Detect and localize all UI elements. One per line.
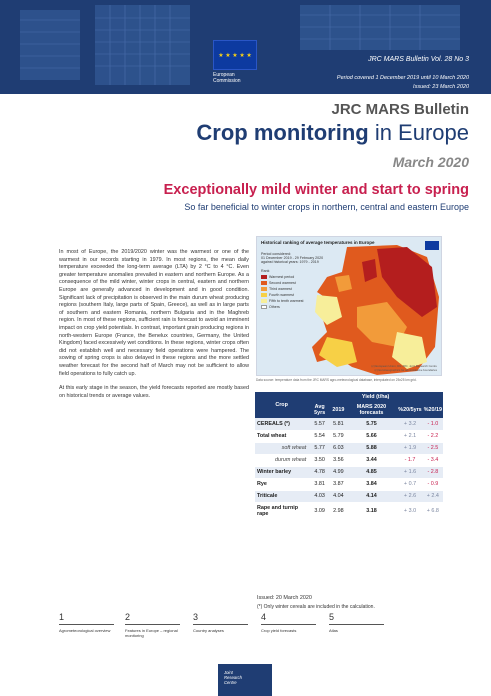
change-vs-avg-cell: + 2.6 — [397, 490, 422, 502]
temperature-ranking-map — [256, 236, 442, 376]
table-of-contents — [59, 612, 441, 652]
crop-name-cell: CEREALS (*) — [255, 418, 308, 430]
table-row — [255, 490, 443, 502]
toc-number: 1 — [59, 612, 65, 622]
header-banner — [0, 0, 491, 94]
change-vs-2019-cell: - 2.5 — [423, 442, 443, 454]
toc-item-4[interactable] — [261, 612, 316, 633]
headline: Exceptionally mild winter and start to spring — [163, 182, 469, 198]
table-header-cell: %20/5yrs — [397, 402, 422, 418]
yield-2019-cell: 3.56 — [331, 454, 346, 466]
toc-divider — [125, 624, 180, 625]
subheadline: So far beneficial to winter crops in northern, central and eastern Europe — [184, 202, 469, 212]
forecast-cell: 5.88 — [346, 442, 398, 454]
avg-5yrs-cell: 4.03 — [308, 490, 331, 502]
map-period: Period considered: 01 December 2019 - 29 February 2020 against historical years: 1979 - 2019 — [261, 252, 324, 265]
table-header-cell: Crop — [255, 392, 308, 418]
change-vs-2019-cell: - 1.0 — [423, 418, 443, 430]
logo-text: European Commission — [213, 72, 241, 84]
change-vs-avg-cell: + 0.7 — [397, 478, 422, 490]
change-vs-avg-cell: + 1.6 — [397, 466, 422, 478]
change-vs-2019-cell: - 3.4 — [423, 454, 443, 466]
table-row — [255, 418, 443, 430]
crop-name-cell: Rye — [255, 478, 308, 490]
avg-5yrs-cell: 5.54 — [308, 430, 331, 442]
toc-label: Features in Europe – regional monitoring — [125, 628, 178, 638]
change-vs-avg-cell: + 2.1 — [397, 430, 422, 442]
change-vs-avg-cell: + 3.2 — [397, 418, 422, 430]
yield-2019-cell: 3.87 — [331, 478, 346, 490]
toc-divider — [193, 624, 248, 625]
issued-date: Issued: 23 March 2020 — [413, 84, 469, 90]
table-header-cell: Avg 5yrs — [308, 402, 331, 418]
forecast-cell: 5.75 — [346, 418, 398, 430]
toc-item-2[interactable] — [125, 612, 181, 638]
legend-item: Warmest period — [261, 275, 304, 279]
change-vs-2019-cell: + 2.4 — [423, 490, 443, 502]
yield-2019-cell: 5.81 — [331, 418, 346, 430]
crop-name-cell: Rape and turnip rape — [255, 502, 308, 519]
avg-5yrs-cell: 3.09 — [308, 502, 331, 519]
map-legend — [261, 269, 304, 311]
page-title: Crop monitoring in Europe — [196, 120, 469, 145]
yield-forecast-table — [255, 392, 443, 520]
avg-5yrs-cell: 4.78 — [308, 466, 331, 478]
toc-label: Crop yield forecasts — [261, 628, 297, 633]
table-row — [255, 454, 443, 466]
table-row — [255, 466, 443, 478]
yield-2019-cell: 5.79 — [331, 430, 346, 442]
toc-label: Country analyses — [193, 628, 224, 633]
table-row — [255, 478, 443, 490]
european-commission-logo — [213, 40, 275, 90]
toc-number: 4 — [261, 612, 267, 622]
crop-name-cell: soft wheat — [255, 442, 308, 454]
avg-5yrs-cell: 3.50 — [308, 454, 331, 466]
toc-divider — [59, 624, 114, 625]
avg-5yrs-cell: 3.81 — [308, 478, 331, 490]
toc-item-5[interactable] — [329, 612, 384, 633]
crop-name-cell: Winter barley — [255, 466, 308, 478]
summary-paragraph: At this early stage in the season, the yield forecasts reported are mostly based on historical trends or average values. — [59, 385, 249, 399]
forecast-cell: 3.84 — [346, 478, 398, 490]
summary-text — [59, 249, 249, 407]
yield-2019-cell: 4.99 — [331, 466, 346, 478]
forecast-cell: 5.66 — [346, 430, 398, 442]
avg-5yrs-cell: 5.57 — [308, 418, 331, 430]
change-vs-avg-cell: + 1.9 — [397, 442, 422, 454]
table-row — [255, 442, 443, 454]
eu-flag-icon: ★ ★ ★ ★ ★ — [213, 40, 257, 70]
table-header-cell: 2019 — [331, 402, 346, 418]
crop-name-cell: durum wheat — [255, 454, 308, 466]
yield-2019-cell: 2.98 — [331, 502, 346, 519]
jrc-logo — [218, 664, 272, 696]
forecast-cell: 3.18 — [346, 502, 398, 519]
legend-item: Others — [261, 305, 304, 309]
table-row — [255, 502, 443, 519]
yield-2019-cell: 6.03 — [331, 442, 346, 454]
legend-item: Third warmest — [261, 287, 304, 291]
toc-item-3[interactable] — [193, 612, 248, 633]
map-credits: (c) European Union, DG JRC, Joint Research Centre (c) EuroGeographics for administrative boundaries — [371, 364, 437, 372]
toc-number: 2 — [125, 612, 131, 622]
toc-item-1[interactable] — [59, 612, 114, 633]
table-row — [255, 430, 443, 442]
summary-paragraph: In most of Europe, the 2019/2020 winter was the warmest or one of the warmest in our records starting in 1979. In most regions, the mean daily temperature exceeded the long-term average (LTA) by 2 °C to 4 °C. Even greater temperature anomalies prevailed in eastern and northern Europe. As a consequence of the mild winter, winter crops in central, eastern and northern Europe are generally advanced in development and in good condition. Significant lack of precipitation is observed in the main durum wheat producing regions (southern Italy, large parts of Spain, Greece), as well as in large parts of southern and eastern Romania, northern Bulgaria and in the Maghreb region. In most of these regions, sufficient rain is forecast to avoid an imminent impact on crop yield potentials. In contrast, important grain producing regions in north-western Europe (France, the Benelux countries, Germany, the United Kingdom) faced excessively wet conditions. In these regions, winter crops often did not establish well and necessary field operations were hampered. The sowing of spring crops is also delayed in these regions and the more settled weather forecast for the second half of March may not be sufficient to allow field operations to fully catch up. — [59, 249, 249, 377]
table-header-row — [255, 392, 443, 402]
forecast-cell: 4.85 — [346, 466, 398, 478]
change-vs-avg-cell: + 3.0 — [397, 502, 422, 519]
bulletin-kicker: JRC MARS Bulletin — [331, 101, 469, 118]
jrc-logo-text: Joint Research Centre — [224, 670, 242, 686]
toc-number: 5 — [329, 612, 335, 622]
change-vs-avg-cell: - 1.7 — [397, 454, 422, 466]
forecast-cell: 4.14 — [346, 490, 398, 502]
map-caption: Data source: temperature data from the JRC MARS agro-meteorological database, interpolated on 25x25 km grid. — [256, 378, 417, 382]
issue-month: March 2020 — [392, 154, 469, 170]
table-issued-date: Issued: 20 March 2020 — [257, 595, 312, 601]
toc-label: Agrometeorological overview — [59, 628, 111, 633]
toc-number: 3 — [193, 612, 199, 622]
table-header-cell: %20/19 — [423, 402, 443, 418]
legend-item: Fifth to tenth warmest — [261, 299, 304, 303]
toc-label: Atlas — [329, 628, 338, 633]
period-covered: Period covered 1 December 2019 until 10 March 2020 — [336, 75, 469, 81]
change-vs-2019-cell: - 2.2 — [423, 430, 443, 442]
crop-name-cell: Triticale — [255, 490, 308, 502]
legend-item: Fourth warmest — [261, 293, 304, 297]
toc-divider — [261, 624, 316, 625]
table-footnote: (*) Only winter cereals are included in the calculation. — [257, 604, 375, 610]
legend-heading: Rank — [261, 269, 270, 273]
table-header-group: Yield (t/ha) — [308, 392, 443, 402]
table-header-cell: MARS 2020 forecasts — [346, 402, 398, 418]
yield-2019-cell: 4.04 — [331, 490, 346, 502]
bulletin-number: JRC MARS Bulletin Vol. 28 No 3 — [368, 56, 469, 63]
change-vs-2019-cell: + 6.8 — [423, 502, 443, 519]
toc-divider — [329, 624, 384, 625]
crop-name-cell: Total wheat — [255, 430, 308, 442]
change-vs-2019-cell: - 0.9 — [423, 478, 443, 490]
forecast-cell: 3.44 — [346, 454, 398, 466]
avg-5yrs-cell: 5.77 — [308, 442, 331, 454]
change-vs-2019-cell: - 2.8 — [423, 466, 443, 478]
map-title: Historical ranking of average temperatures in Europe — [261, 240, 375, 245]
legend-item: Second warmest — [261, 281, 304, 285]
